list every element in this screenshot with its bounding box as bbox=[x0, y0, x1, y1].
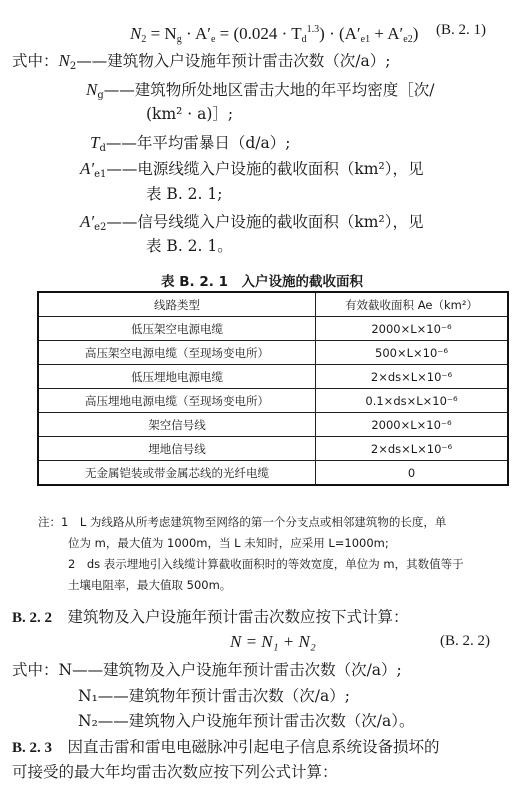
def-ae1-cont: 表 B. 2. 1; bbox=[146, 185, 223, 203]
equation-number-b-2-2: (B. 2. 2) bbox=[440, 633, 490, 649]
def-prefix: 式中： bbox=[12, 52, 59, 70]
def-symbol: T bbox=[90, 133, 100, 152]
cell-line-type: 架空信号线 bbox=[38, 413, 316, 437]
note-1-line-2: 位为 m，最大值为 1000m，当 L 未知时，应采用 L=1000m; bbox=[68, 536, 389, 550]
table-row bbox=[38, 341, 508, 365]
section-text: 因直击雷和雷电电磁脉冲引起电子信息系统设备损坏的 bbox=[67, 738, 440, 756]
table-row bbox=[38, 389, 508, 413]
section-b-2-3 bbox=[12, 737, 440, 758]
cell-area: 0.1×ds×L×10⁻⁶ bbox=[316, 389, 509, 413]
table-row bbox=[38, 413, 508, 437]
table-row bbox=[38, 437, 508, 461]
def-subscript: 2 bbox=[69, 61, 77, 72]
note-2-line-2: 土壤电阻率，最大值取 500m。 bbox=[68, 578, 232, 592]
def-n2 bbox=[12, 51, 390, 77]
def-symbol: N bbox=[86, 80, 98, 99]
table-row bbox=[38, 317, 508, 341]
def-ng bbox=[86, 80, 434, 106]
section-label: B. 2. 2 bbox=[12, 610, 53, 626]
cell-line-type: 高压架空电源电缆（至现场变电所） bbox=[38, 341, 316, 365]
cell-line-type: 高压埋地电源电缆（至现场变电所） bbox=[38, 389, 316, 413]
cell-line-type: 低压架空电源电缆 bbox=[38, 317, 316, 341]
eq-exponent: 1.3 bbox=[306, 24, 320, 35]
note-2-line-1: 2 ds 表示埋地引入线缆计算截收面积时的等效宽度，单位为 m，其数值等于 bbox=[68, 557, 464, 571]
eq-part: ) bbox=[412, 24, 419, 43]
table-header-row bbox=[38, 292, 508, 317]
def-subscript: e2 bbox=[94, 222, 107, 233]
cell-area: 0 bbox=[316, 461, 509, 486]
equation-b-2-1: $N_2 = N_g \cdot A'_e = (0.024 \cdot T_d^{1.3}) \cdot (A'_{e1} + A'_{e2})$ bbox=[130, 24, 419, 45]
cell-line-type: 无金属铠装或带金属芯线的光纤电缆 bbox=[38, 461, 316, 486]
intercept-area-table bbox=[37, 291, 509, 486]
header-line-type: 线路类型 bbox=[38, 292, 316, 317]
table-row bbox=[38, 365, 508, 389]
cell-area: 2000×L×10⁻⁶ bbox=[316, 413, 509, 437]
def-ng-cont: (km² · a)］; bbox=[146, 105, 234, 123]
eq-part: ) bbox=[319, 24, 325, 43]
def2-n2: N₂——建筑物入户设施年预计雷击次数（次/a）。 bbox=[78, 712, 415, 730]
def2-n1: N₁——建筑物年预计雷击次数（次/a）; bbox=[78, 687, 350, 705]
cell-line-type: 低压埋地电源电缆 bbox=[38, 365, 316, 389]
def-ae2 bbox=[80, 212, 423, 238]
eq-part: + A′ bbox=[370, 24, 404, 43]
def-subscript: d bbox=[99, 143, 106, 154]
eq-symbol: N bbox=[130, 24, 142, 43]
def-subscript: e1 bbox=[94, 169, 107, 180]
def2-n: 式中：N——建筑物及入户设施年预计雷击次数（次/a）; bbox=[12, 661, 402, 679]
def-symbol: A′ bbox=[80, 159, 95, 178]
equation-number-b-2-1: (B. 2. 1) bbox=[436, 22, 486, 38]
def-symbol: A′ bbox=[80, 212, 95, 231]
equation-b-2-2: N = N₁ + N₂ bbox=[230, 632, 316, 651]
eq-part: = (0.024 · T bbox=[219, 24, 302, 43]
note-1-line-1: 注：1 L 为线路从所考虑建筑物至网络的第一个分支点或相邻建筑物的长度，单 bbox=[38, 515, 447, 529]
section-b-2-2 bbox=[12, 607, 409, 628]
section-text: 建筑物及入户设施年预计雷击次数应按下式计算： bbox=[67, 608, 409, 626]
cell-area: 2000×L×10⁻⁶ bbox=[316, 317, 509, 341]
eq-part: · A′ bbox=[185, 24, 211, 43]
cell-area: 2×ds×L×10⁻⁶ bbox=[316, 365, 509, 389]
cell-area: 500×L×10⁻⁶ bbox=[316, 341, 509, 365]
cell-area: 2×ds×L×10⁻⁶ bbox=[316, 437, 509, 461]
def-text: ——信号线缆入户设施的截收面积（km²），见 bbox=[106, 213, 424, 231]
eq-part: = N bbox=[150, 24, 177, 43]
section-label: B. 2. 3 bbox=[12, 740, 53, 756]
eq-part: · (A′ bbox=[329, 24, 361, 43]
def-text: ——建筑物所处地区雷击大地的年平均密度［次/ bbox=[103, 81, 435, 99]
table-row bbox=[38, 461, 508, 486]
section-b-2-3-cont: 可接受的最大年均雷击次数应按下列公式计算： bbox=[12, 763, 338, 781]
def-ae2-cont: 表 B. 2. 1。 bbox=[146, 237, 233, 255]
table-title: 表 B. 2. 1 入户设施的截收面积 bbox=[161, 274, 363, 290]
def-text: ——年平均雷暴日（d/a）; bbox=[105, 134, 291, 152]
def-text: ——建筑物入户设施年预计雷击次数（次/a）; bbox=[76, 52, 391, 70]
def-td bbox=[90, 133, 290, 159]
def-subscript: g bbox=[97, 90, 104, 101]
header-intercept-area: 有效截收面积 Ae（km²） bbox=[316, 292, 509, 317]
def-symbol: N bbox=[58, 51, 70, 70]
def-text: ——电源线缆入户设施的截收面积（km²），见 bbox=[106, 160, 424, 178]
def-ae1 bbox=[80, 159, 423, 185]
cell-line-type: 埋地信号线 bbox=[38, 437, 316, 461]
